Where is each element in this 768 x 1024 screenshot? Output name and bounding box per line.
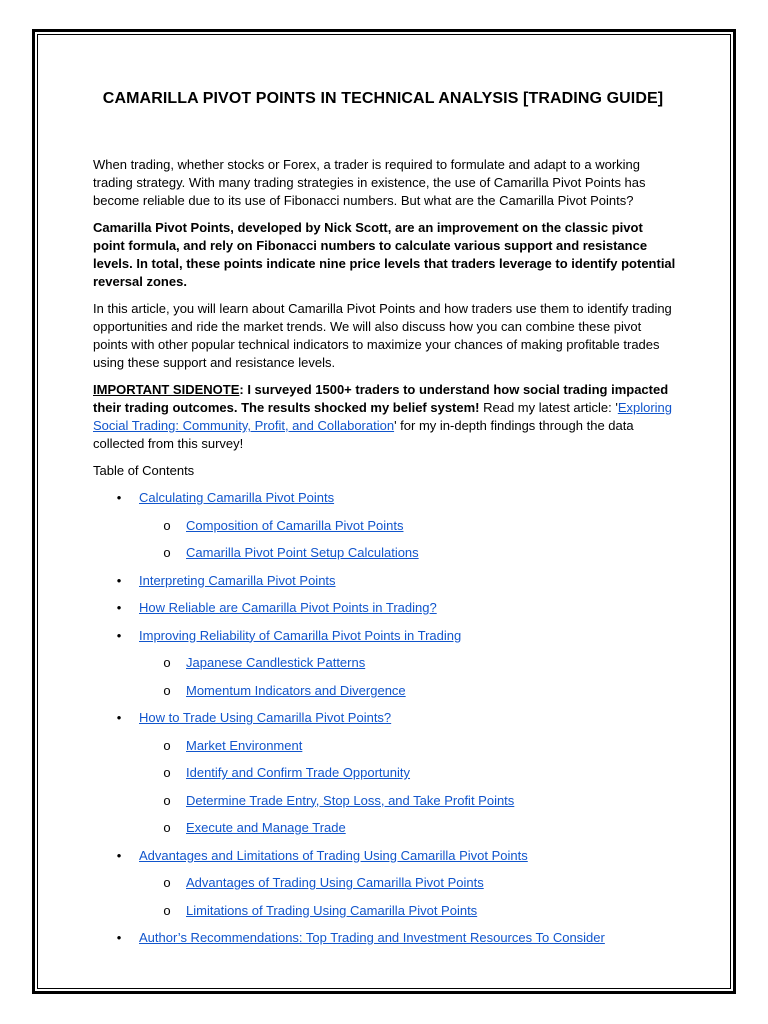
sidenote-text-after-link: ' for my in-depth findings through the data collected from this survey! [93,418,634,451]
toc-link[interactable]: Author’s Recommendations: Top Trading and Investment Resources To Consider [139,930,605,945]
toc-item [93,792,678,820]
circle-bullet-icon: o [163,655,171,670]
sidenote-paragraph [93,381,678,453]
toc-item [93,819,678,847]
circle-bullet-icon: o [163,792,171,808]
sidenote-label: IMPORTANT SIDENOTE [93,382,240,397]
toc-link[interactable]: Japanese Candlestick Patterns [186,655,366,670]
toc-item [93,709,678,737]
sidenote-bold-text: I surveyed 1500+ traders to understand how social trading impacted their trading outcomes. The results shocked my belief system! [93,382,669,415]
toc-item [93,489,678,517]
toc-link[interactable]: Interpreting Camarilla Pivot Points [139,572,336,588]
toc-link[interactable]: Determine Trade Entry, Stop Loss, and Take Profit Points [186,792,515,808]
toc-item [93,572,678,600]
circle-bullet-icon: o [163,517,171,533]
toc-item [93,764,678,792]
sidenote-article-link[interactable]: Exploring Social Trading: Community, Profit, and Collaboration [93,400,673,433]
toc-item [93,627,678,655]
circle-bullet-icon: o [163,765,171,780]
circle-bullet-icon: o [163,545,171,560]
toc-link[interactable]: Calculating Camarilla Pivot Points [139,490,335,505]
overview-paragraph: In this article, you will learn about Camarilla Pivot Points and how traders use them to identify trading opportunities and ride the market trends. We will also discuss how you can combine these pivot points with other popular technical indicators to maximize your chances of making profitable trades using these support and resistance levels. [93,301,672,370]
table-of-contents [93,489,678,957]
page-title: CAMARILLA PIVOT POINTS IN TECHNICAL ANALYSIS [TRADING GUIDE] [102,90,664,107]
toc-link[interactable]: How Reliable are Camarilla Pivot Points in Trading? [139,600,437,615]
toc-link[interactable]: Identify and Confirm Trade Opportunity [186,765,411,780]
circle-bullet-icon: o [163,820,171,835]
toc-item [93,929,678,957]
bullet-icon: • [116,572,122,588]
toc-link[interactable]: Limitations of Trading Using Camarilla Pivot Points [186,902,478,918]
circle-bullet-icon: o [163,737,171,753]
circle-bullet-icon: o [163,875,171,890]
toc-link[interactable]: Camarilla Pivot Point Setup Calculations [186,545,419,560]
bullet-icon: • [116,847,122,863]
toc-item [93,682,678,710]
toc-link[interactable]: Advantages and Limitations of Trading Using Camarilla Pivot Points [139,847,528,863]
toc-item [93,847,678,875]
toc-item [93,874,678,902]
toc-link[interactable]: Composition of Camarilla Pivot Points [186,517,404,533]
toc-item [93,517,678,545]
toc-link[interactable]: Market Environment [186,737,303,753]
sidenote-colon: : [239,382,244,397]
toc-item [93,599,678,627]
document-page [93,88,678,957]
toc-link[interactable]: Momentum Indicators and Divergence [186,682,406,698]
toc-link[interactable]: Improving Reliability of Camarilla Pivot Points in Trading [139,627,462,643]
toc-title: Table of Contents [93,463,195,478]
toc-link[interactable]: Execute and Manage Trade [186,820,346,835]
intro-paragraph: When trading, whether stocks or Forex, a trader is required to formulate and adapt to a working trading strategy. With many trading strategies in existence, the use of Camarilla Pivot Points has become reliable due to its use of Fibonacci numbers. But what are the Camarilla Pivot Points? [93,157,646,208]
bullet-icon: • [116,600,122,615]
toc-link[interactable]: How to Trade Using Camarilla Pivot Points? [139,710,392,725]
circle-bullet-icon: o [163,902,171,918]
bullet-icon: • [116,490,122,505]
bullet-icon: • [116,930,122,945]
toc-item [93,654,678,682]
bullet-icon: • [116,710,122,725]
toc-item [93,902,678,930]
toc-link[interactable]: Advantages of Trading Using Camarilla Pivot Points [186,875,484,890]
sidenote-text-before-link: Read my latest article: ' [479,400,618,415]
toc-item [93,544,678,572]
circle-bullet-icon: o [163,682,171,698]
bullet-icon: • [116,627,122,643]
summary-paragraph: Camarilla Pivot Points, developed by Nick Scott, are an improvement on the classic pivot point formula, and rely on Fibonacci numbers to calculate various support and resistance levels. In total, these points indicate nine price levels that traders leverage to identify potential reversal zones. [93,220,676,289]
toc-item [93,737,678,765]
